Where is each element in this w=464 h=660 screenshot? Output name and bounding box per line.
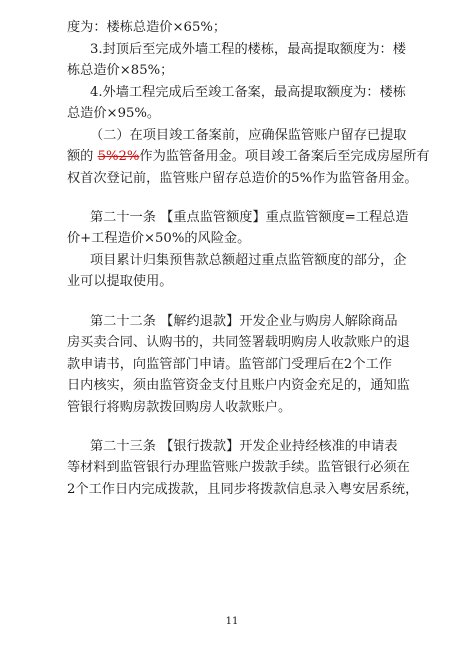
article-23-heading: 第二十三条 【银行拨款】开发企业持经核准的申请表 [90, 438, 398, 454]
article-22-heading: 第二十二条 【解约退款】开发企业与购房人解除商品 [90, 313, 398, 329]
text-line: 2个工作日内完成拨款，且同步将拨款信息录入粤安居系统， [67, 481, 419, 497]
page-number: 11 [225, 616, 239, 627]
text-line: 项目累计归集预售款总额超过重点监管额度的部分，企 [90, 252, 407, 268]
text-line [67, 149, 430, 165]
text-line: 等材料到监管银行办理监管账户拨款手续。监管银行必须在 [67, 460, 410, 476]
text-line: 业可以提取使用。 [67, 274, 173, 290]
text-line: 4.外墙工程完成后至竣工备案，最高提取额度为：楼栋 [90, 84, 406, 100]
article-21-heading: 第二十一条 【重点监管额度】重点监管额度=工程总造 [90, 209, 409, 225]
text-line: 房买卖合同、认购书的，共同签署载明购房人收款账户的退 [67, 335, 410, 351]
text-line: 日内核实，须由监管资金支付且账户内资金充足的，通知监 [67, 378, 410, 394]
text-line: （二）在项目竣工备案前，应确保监管账户留存已提取 [90, 127, 407, 143]
text-line: 款申请书，向监管部门申请。监管部门受理后在2个工作 [67, 356, 392, 372]
text-line: 3.封顶后至完成外墙工程的楼栋，最高提取额度为：楼 [90, 41, 406, 57]
text-line: 价+工程造价×50%的风险金。 [67, 231, 251, 247]
text-before-edit: 额的 [67, 149, 98, 164]
text-line: 管银行将购房款拨回购房人收款账户。 [67, 399, 292, 415]
text-line: 栋总造价×85%； [67, 63, 174, 78]
text-after-edit: 作为监管备用金。项目竣工备案后至完成房屋所有 [139, 149, 430, 164]
tracked-change-strikethrough: 5%2% [97, 149, 140, 164]
text-line: 度为：楼栋总造价×65%； [67, 20, 227, 35]
text-line: 总造价×95%。 [67, 106, 161, 121]
text-line: 权首次登记前，监管账户留存总造价的5%作为监管备用金。 [67, 170, 418, 186]
